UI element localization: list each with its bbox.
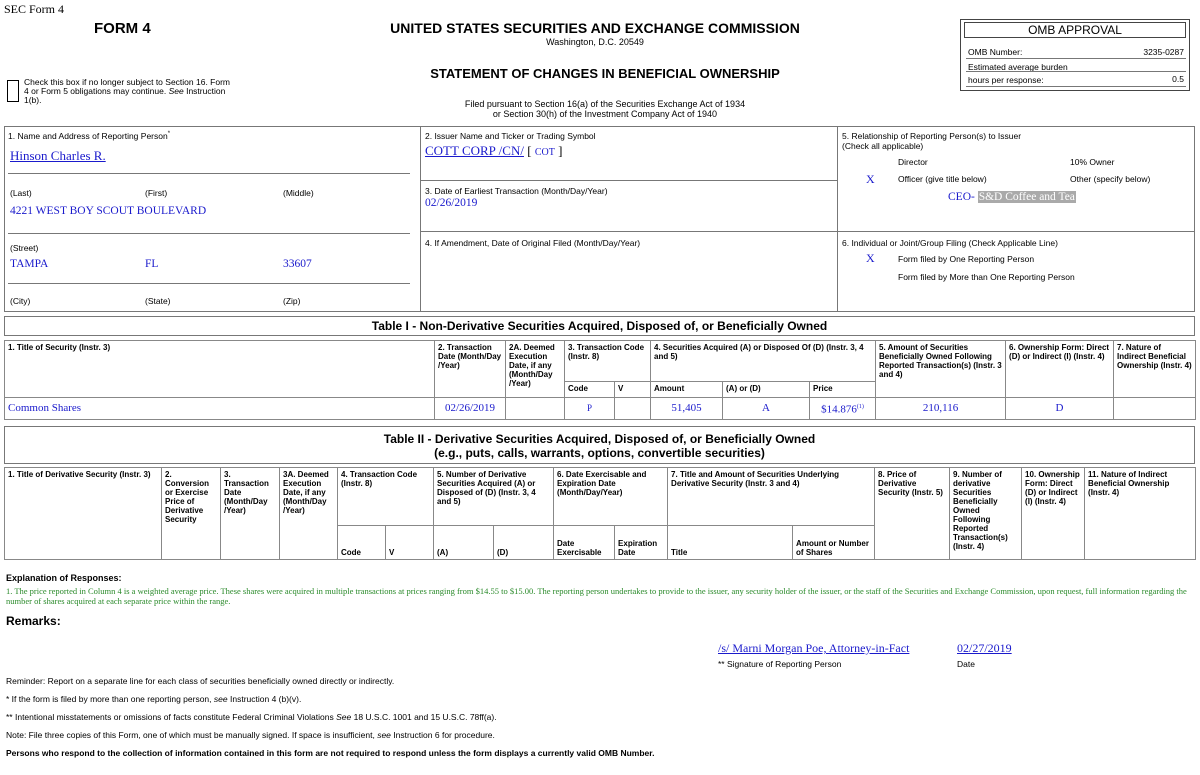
agency-name: UNITED STATES SECURITIES AND EXCHANGE COMMISSION <box>390 20 800 36</box>
t2-d-header: (D) <box>494 526 554 560</box>
t1-security-title: Common Shares <box>5 398 435 420</box>
section16-checkbox-text: Check this box if no longer subject to Section 16. Form 4 or Form 5 obligations may continue. See Instruction 1(b). <box>24 77 230 105</box>
t2-expiration-header: Expiration Date <box>615 526 668 560</box>
reporting-person-street: 4221 WEST BOY SCOUT BOULEVARD <box>10 205 207 217</box>
t1-code-header: Code <box>565 382 615 398</box>
officer-title: CEO- S&D Coffee and Tea <box>948 191 1075 203</box>
filed-pursuant-1: Filed pursuant to Section 16(a) of the Securities Exchange Act of 1934 <box>464 99 746 109</box>
t2-amount-header: Amount or Number of Shares <box>793 526 875 560</box>
reporting-person-label: 1. Name and Address of Reporting Person* <box>8 131 171 141</box>
t2-col2-header: 2. Conversion or Exercise Price of Derivative Security <box>162 468 221 560</box>
filing-one-label: Form filed by One Reporting Person <box>898 254 1035 264</box>
filing-label: 6. Individual or Joint/Group Filing (Check Applicable Line) <box>842 238 1058 248</box>
t2-col4-header: 4. Transaction Code (Instr. 8) <box>338 468 434 526</box>
filing-one-mark: X <box>866 251 875 265</box>
sec-form-label: SEC Form 4 <box>4 2 65 16</box>
table2 <box>4 467 1196 560</box>
t2-a-header: (A) <box>434 526 494 560</box>
remarks-label: Remarks: <box>6 614 61 628</box>
t1-col3-header: 3. Transaction Code (Instr. 8) <box>565 341 651 382</box>
t1-transaction-code: P <box>565 398 615 420</box>
director-label: Director <box>898 157 928 167</box>
t2-col9-header: 9. Number of derivative Securities Beneficially Owned Following Reported Transaction(s) (Instr. 4) <box>950 468 1022 560</box>
t2-title-header: Title <box>668 526 793 560</box>
issuer-ticker: COT <box>534 147 555 158</box>
signature-label: ** Signature of Reporting Person <box>718 659 842 669</box>
city-label: (City) <box>10 296 31 306</box>
info-section <box>4 126 1195 312</box>
t1-col4-header: 4. Securities Acquired (A) or Disposed Of (D) (Instr. 3, 4 and 5) <box>651 341 876 382</box>
t2-code-header: Code <box>338 526 386 560</box>
middle-label: (Middle) <box>283 188 314 198</box>
earliest-transaction-label: 3. Date of Earliest Transaction (Month/Day/Year) <box>425 186 608 196</box>
t1-ownership-form: D <box>1006 398 1114 420</box>
explanation-footnote-1: 1. The price reported in Column 4 is a weighted average price. These shares were acquired in multiple transactions at prices ranging from $14.55 to $15.00. The reporting person undertakes to provide to the issuer, any security holder of the issuer, or the staff of the Securities and Exchange Commission, upon request, full information regarding the number of shares acquired at each separate price within the range. <box>6 586 1187 606</box>
t1-amount-header: Amount <box>651 382 723 398</box>
t2-col11-header: 11. Nature of Indirect Beneficial Ownership (Instr. 4) <box>1085 468 1196 560</box>
table-row <box>5 398 1196 420</box>
last-label: (Last) <box>10 188 32 198</box>
ten-pct-owner-label: 10% Owner <box>1070 157 1115 167</box>
t2-col3-header: 3. Transaction Date (Month/Day /Year) <box>221 468 280 560</box>
t1-col2a-header: 2A. Deemed Execution Date, if any (Month/Day /Year) <box>506 341 565 398</box>
t2-col5-header: 5. Number of Derivative Securities Acquired (A) or Disposed of (D) (Instr. 3, 4 and 5) <box>434 468 554 526</box>
other-label: Other (specify below) <box>1070 174 1151 184</box>
t2-col1-header: 1. Title of Derivative Security (Instr. 3) <box>5 468 162 560</box>
zip-label: (Zip) <box>283 296 301 306</box>
amendment-label: 4. If Amendment, Date of Original Filed (Month/Day/Year) <box>425 238 641 248</box>
agency-location: Washington, D.C. 20549 <box>546 37 644 47</box>
reporting-person-city: TAMPA <box>10 258 49 270</box>
t2-v-header: V <box>386 526 434 560</box>
reporting-person-name[interactable]: Hinson Charles R. <box>10 148 106 163</box>
issuer-name-line: COTT CORP /CN/ [ COT ] <box>425 143 563 158</box>
officer-check-mark: X <box>866 172 875 186</box>
t1-aord-header: (A) or (D) <box>723 382 810 398</box>
issuer-label: 2. Issuer Name and Ticker or Trading Symbol <box>425 131 596 141</box>
omb-approval-title: OMB APPROVAL <box>964 22 1186 38</box>
t1-v-header: V <box>615 382 651 398</box>
t1-amount: 51,405 <box>651 398 723 420</box>
officer-label: Officer (give title below) <box>898 174 987 184</box>
t1-col7-header: 7. Nature of Indirect Beneficial Ownership (Instr. 4) <box>1114 341 1196 398</box>
t2-col3a-header: 3A. Deemed Execution Date, if any (Month/Day /Year) <box>280 468 338 560</box>
t1-owned-following: 210,116 <box>876 398 1006 420</box>
street-label: (Street) <box>10 243 39 253</box>
t1-transaction-date: 02/26/2019 <box>435 398 506 420</box>
filing-more-label: Form filed by More than One Reporting Person <box>898 272 1075 282</box>
signature-date[interactable]: 02/27/2019 <box>957 641 1012 655</box>
t2-col6-header: 6. Date Exercisable and Expiration Date (Month/Day/Year) <box>554 468 668 526</box>
t1-col6-header: 6. Ownership Form: Direct (D) or Indirect (I) (Instr. 4) <box>1006 341 1114 398</box>
explanation-label: Explanation of Responses: <box>6 573 122 583</box>
omb-number-value: 3235-0287 <box>1143 47 1184 57</box>
relationship-label: 5. Relationship of Reporting Person(s) to Issuer (Check all applicable) <box>842 131 1022 151</box>
t1-col1-header: 1. Title of Security (Instr. 3) <box>5 341 435 398</box>
omb-burden-value: 0.5 <box>1172 74 1184 84</box>
reporting-person-state: FL <box>145 258 159 270</box>
t2-col8-header: 8. Price of Derivative Security (Instr. 5) <box>875 468 950 560</box>
t1-col2-header: 2. Transaction Date (Month/Day /Year) <box>435 341 506 398</box>
footer-asterisk-note: * If the form is filed by more than one reporting person, see Instruction 4 (b)(v). <box>6 694 302 704</box>
form-title: FORM 4 <box>94 20 151 37</box>
table2-title: Table II - Derivative Securities Acquired, Disposed of, or Beneficially Owned (e.g., puts, calls, warrants, options, convertible securities) <box>383 432 816 460</box>
filed-pursuant-2: or Section 30(h) of the Investment Company Act of 1940 <box>492 109 718 119</box>
omb-burden-label: Estimated average burden hours per response: <box>968 62 1068 85</box>
state-label: (State) <box>145 296 171 306</box>
first-label: (First) <box>145 188 168 198</box>
reporting-person-zip: 33607 <box>283 258 312 270</box>
footer-criminal-note: ** Intentional misstatements or omissions of facts constitute Federal Criminal Violations See 18 U.S.C. 1001 and 15 U.S.C. 78ff(a). <box>6 712 497 722</box>
t2-col7-header: 7. Title and Amount of Securities Underlying Derivative Security (Instr. 3 and 4) <box>668 468 875 526</box>
signature-date-label: Date <box>957 659 975 669</box>
t2-col10-header: 10. Ownership Form: Direct (D) or Indirect (I) (Instr. 4) <box>1022 468 1085 560</box>
footer-omb-note: Persons who respond to the collection of information contained in this form are not required to respond unless the form displays a currently valid OMB Number. <box>6 748 655 758</box>
footer-copies-note: Note: File three copies of this Form, one of which must be manually signed. If space is insufficient, see Instruction 6 for procedure. <box>6 730 495 740</box>
footer-reminder: Reminder: Report on a separate line for each class of securities beneficially owned directly or indirectly. <box>6 676 395 686</box>
omb-number-label: OMB Number: <box>968 47 1023 57</box>
t1-col5-header: 5. Amount of Securities Beneficially Owned Following Reported Transaction(s) (Instr. 3 and 4) <box>876 341 1006 398</box>
t1-aord: A <box>723 398 810 420</box>
earliest-transaction-date: 02/26/2019 <box>425 197 478 209</box>
statement-title: STATEMENT OF CHANGES IN BENEFICIAL OWNERSHIP <box>430 66 780 81</box>
section16-checkbox[interactable] <box>7 80 19 102</box>
signature-name[interactable]: /s/ Marni Morgan Poe, Attorney-in-Fact <box>718 641 910 655</box>
t2-date-exercisable-header: Date Exercisable <box>554 526 615 560</box>
table1-title: Table I - Non-Derivative Securities Acquired, Disposed of, or Beneficially Owned <box>371 319 828 333</box>
issuer-name-link[interactable]: COTT CORP /CN/ <box>425 143 524 158</box>
t1-price: $14.876$^{(1)}$ <box>810 398 876 420</box>
table1 <box>4 340 1196 420</box>
t1-price-header: Price <box>810 382 876 398</box>
